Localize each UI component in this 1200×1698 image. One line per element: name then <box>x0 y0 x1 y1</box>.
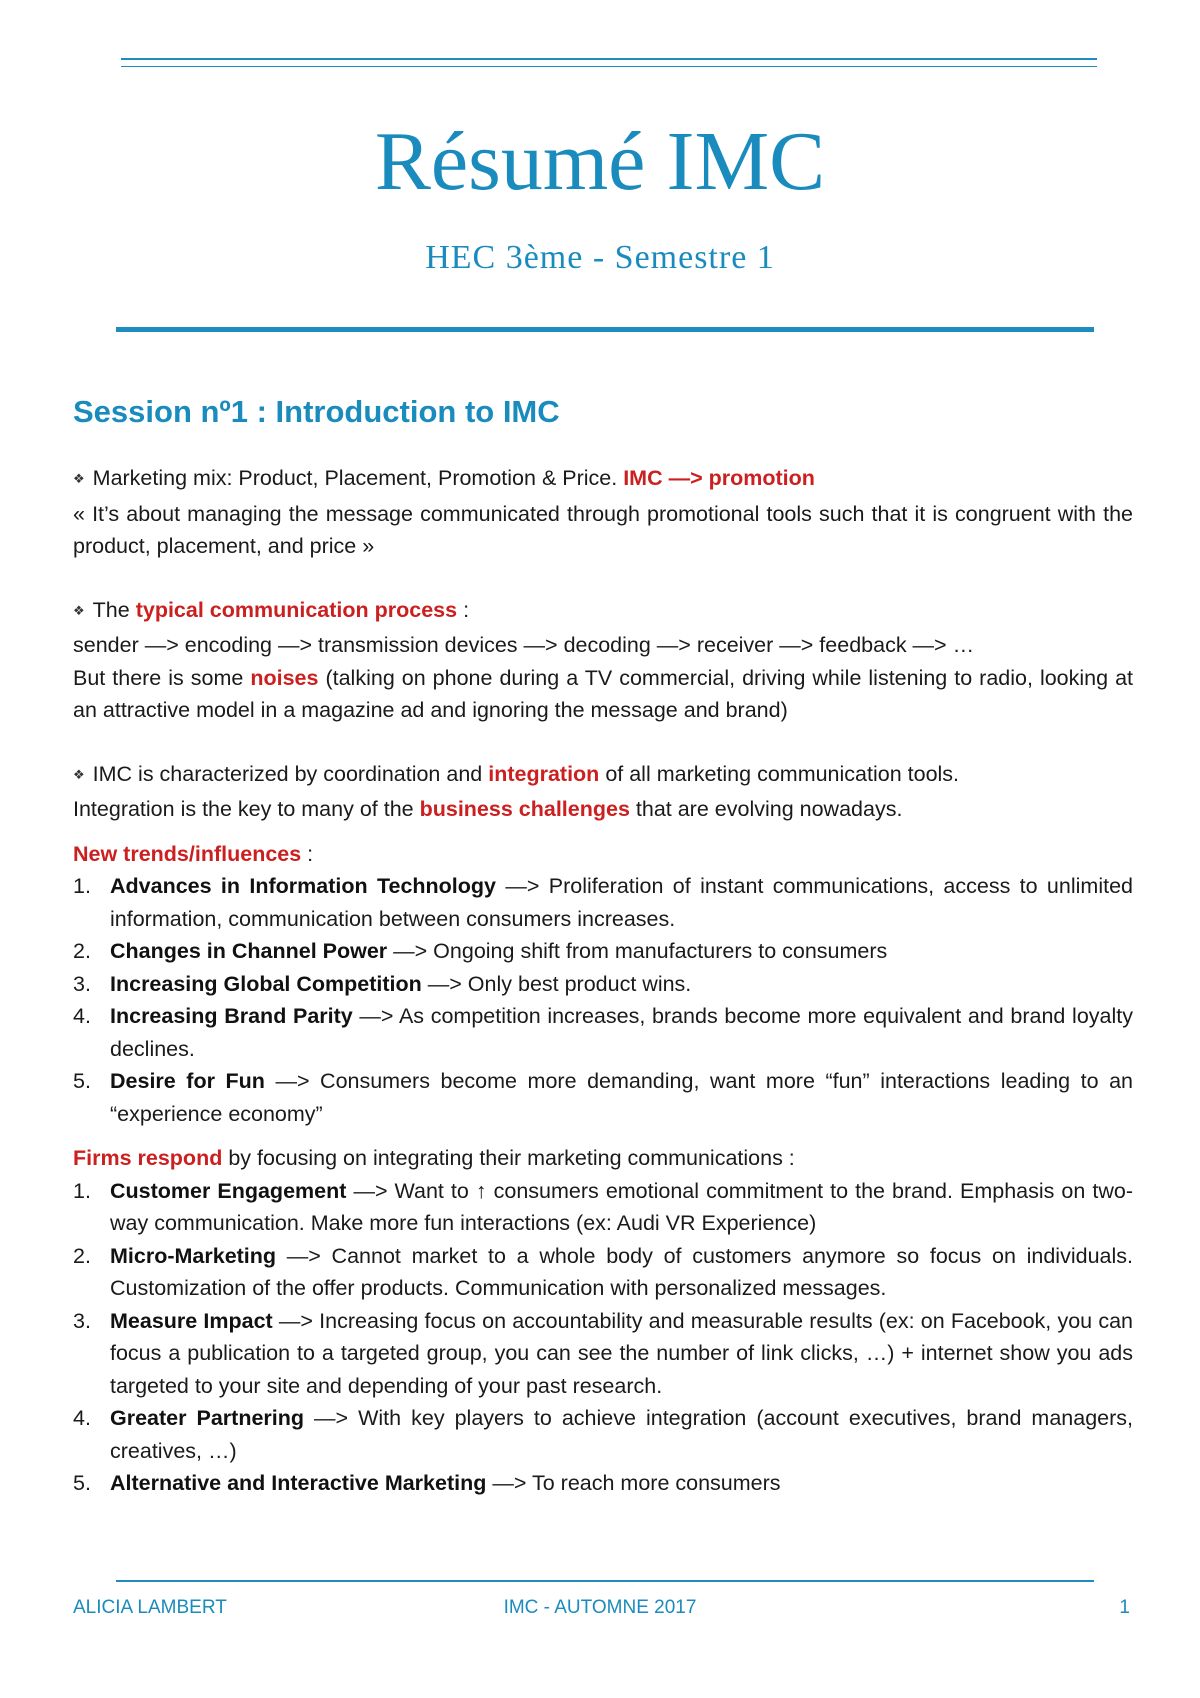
list-item <box>73 1000 1133 1065</box>
document-subtitle: HEC 3ème - Semestre 1 <box>425 239 775 276</box>
list-term: Increasing Brand Parity <box>110 1004 353 1028</box>
page-number: 1 <box>1119 1597 1130 1618</box>
list-desc: —> Only best product wins. <box>427 971 692 996</box>
list-item <box>73 1467 1133 1500</box>
list-number: 1. <box>73 874 91 898</box>
firms-rest: by focusing on integrating their marketing communications : <box>228 1146 795 1170</box>
marketing-mix-text: Marketing mix: Product, Placement, Promotion & Price. <box>92 466 618 490</box>
diamond-bullet-icon: ❖ <box>73 471 85 486</box>
process-paragraph <box>73 594 1133 630</box>
process-flow: sender —> encoding —> transmission devices —> decoding —> receiver —> feedback —> … <box>73 633 975 657</box>
footer-course: IMC - AUTOMNE 2017 <box>503 1597 697 1618</box>
main-content <box>73 390 1133 1500</box>
document-title: Résumé IMC <box>374 115 826 208</box>
integration-post: of all marketing communication tools. <box>605 761 960 786</box>
marketing-mix-highlight: IMC —> promotion <box>623 466 815 490</box>
list-number: 5. <box>73 1471 91 1495</box>
process-lead: The <box>92 597 130 622</box>
noise-highlight: noises <box>250 665 319 690</box>
footer-rule <box>116 1580 1094 1582</box>
trends-colon: : <box>301 841 314 866</box>
footer-author: ALICIA LAMBERT <box>73 1597 227 1618</box>
section-heading: Session nº1 : Introduction to IMC <box>73 394 560 429</box>
list-term: Desire for Fun <box>110 1069 265 1093</box>
list-desc: —> Increasing focus on accountability and measurable results (ex: on Facebook, you can focus a publication to a targeted group, you can see the number of link clicks, …) + internet show you ads targeted to your site and depending of your past research. <box>110 1308 1133 1398</box>
list-item <box>73 968 1133 1001</box>
title-divider <box>116 327 1094 332</box>
list-item <box>73 870 1133 935</box>
firms-label-line <box>73 1142 1133 1175</box>
process-colon: : <box>457 597 470 622</box>
list-number: 5. <box>73 1069 91 1093</box>
list-term: Greater Partnering <box>110 1406 305 1430</box>
trends-label-line <box>73 838 1133 871</box>
list-item <box>73 935 1133 968</box>
firms-label: Firms respond <box>73 1146 223 1170</box>
integration-line2-pre: Integration is the key to many of the <box>73 797 414 821</box>
noise-pre: But there is some <box>73 665 244 690</box>
list-desc: —> To reach more consumers <box>492 1471 781 1495</box>
integration-line2 <box>73 793 1133 826</box>
list-desc: —> With key players to achieve integration (account executives, brand managers, creatives, …) <box>110 1406 1134 1463</box>
noise-post: (talking on phone during a TV commercial, driving while listening to radio, looking at an attractive model in a magazine ad and ignoring the message and brand) <box>73 665 1133 722</box>
list-desc: —> Want to ↑ consumers emotional commitment to the brand. Emphasis on two-way communication. Make more fun interactions (ex: Audi VR Experience) <box>110 1178 1133 1235</box>
list-term: Advances in Information Technology <box>110 874 496 898</box>
list-item <box>73 1240 1133 1305</box>
diamond-bullet-icon: ❖ <box>73 602 85 618</box>
integration-paragraph <box>73 758 1133 794</box>
list-number: 2. <box>73 1243 91 1268</box>
marketing-mix-quote: « It’s about managing the message communicated through promotional tools such that it is congruent with the product, placement, and price » <box>73 501 1133 558</box>
noise-paragraph <box>73 662 1133 727</box>
list-term: Micro-Marketing <box>110 1243 277 1268</box>
top-rule-thin <box>121 66 1097 67</box>
trends-label: New trends/influences <box>73 841 302 866</box>
list-desc: —> As competition increases, brands become more equivalent and brand loyalty declines. <box>110 1004 1133 1061</box>
integration-highlight: integration <box>488 761 600 786</box>
list-term: Customer Engagement <box>110 1178 347 1203</box>
list-term: Measure Impact <box>110 1308 273 1333</box>
list-item <box>73 1305 1133 1403</box>
list-number: 1. <box>73 1178 91 1203</box>
list-desc: —> Consumers become more demanding, want more “fun” interactions leading to an “experience economy” <box>110 1069 1133 1126</box>
list-term: Changes in Channel Power <box>110 939 388 963</box>
list-number: 2. <box>73 939 91 963</box>
list-desc: —> Ongoing shift from manufacturers to consumers <box>393 939 888 963</box>
top-rule <box>121 58 1097 60</box>
integration-line2-post: that are evolving nowadays. <box>635 797 903 821</box>
marketing-mix-paragraph <box>73 462 1133 498</box>
list-desc: —> Cannot market to a whole body of customers anymore so focus on individuals. Customization of the offer products. Communication with personalized messages. <box>110 1243 1133 1300</box>
list-number: 4. <box>73 1004 91 1028</box>
list-term: Alternative and Interactive Marketing <box>110 1471 487 1495</box>
list-number: 4. <box>73 1406 91 1430</box>
list-number: 3. <box>73 1308 91 1333</box>
trends-list <box>73 870 1133 1130</box>
list-item <box>73 1065 1133 1130</box>
list-term: Increasing Global Competition <box>110 971 422 996</box>
integration-pre: IMC is characterized by coordination and <box>92 761 483 786</box>
firms-list <box>73 1175 1133 1500</box>
process-highlight: typical communication process <box>135 597 458 622</box>
diamond-bullet-icon: ❖ <box>73 766 85 782</box>
list-desc: —> Proliferation of instant communications, access to unlimited information, communication between consumers increases. <box>110 874 1133 931</box>
list-item <box>73 1175 1133 1240</box>
list-item <box>73 1402 1133 1467</box>
business-challenges-highlight: business challenges <box>419 797 630 821</box>
list-number: 3. <box>73 971 91 996</box>
